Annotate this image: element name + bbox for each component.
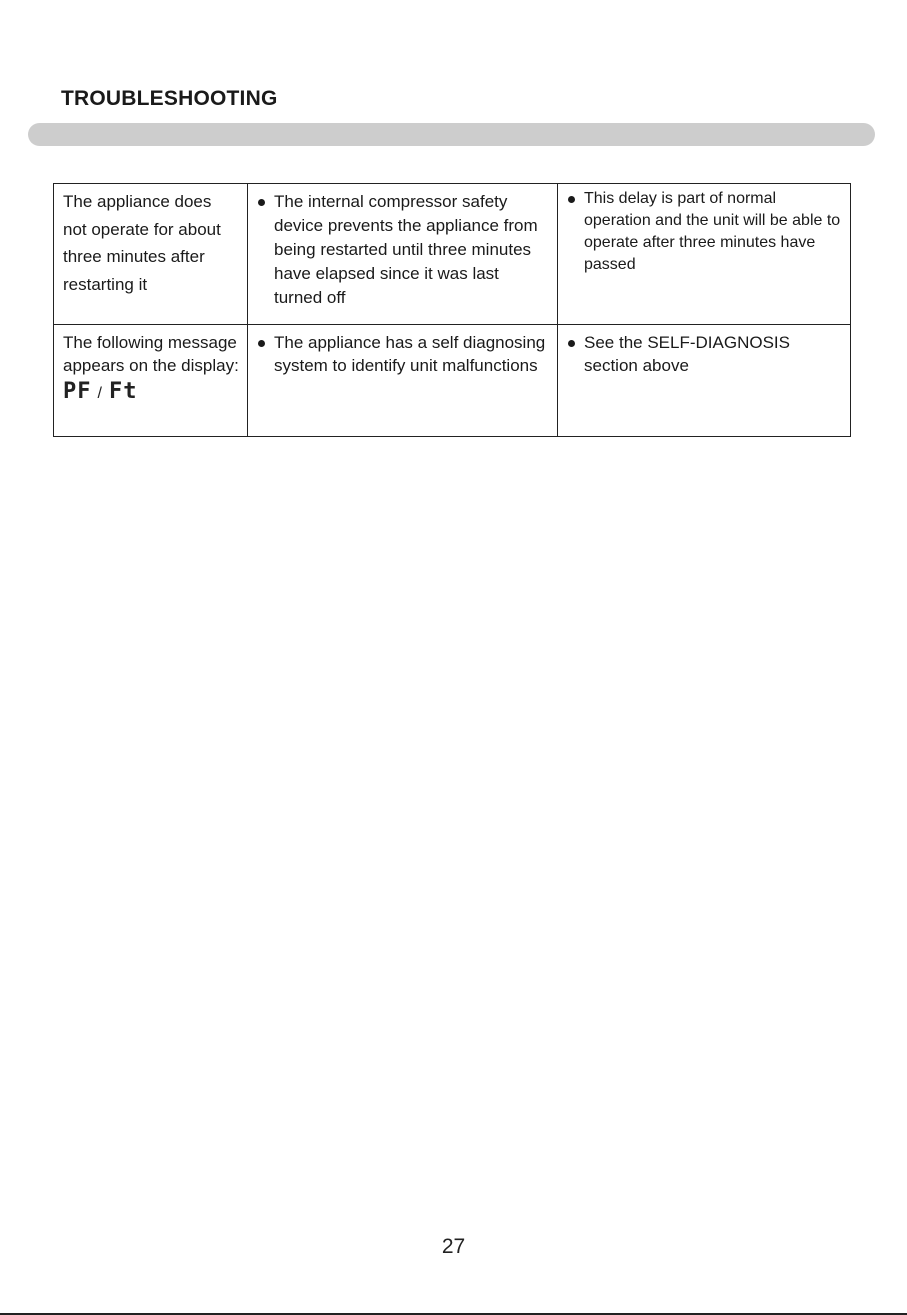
cause-text: The internal compressor safety device prevents the appliance from being restarted until three minutes have elapsed since it was last turned off xyxy=(274,192,538,307)
solution-text: This delay is part of normal operation and the unit will be able to operate after three minutes have passed xyxy=(584,190,841,273)
display-code xyxy=(63,380,239,405)
table-row xyxy=(54,184,851,325)
solution-cell xyxy=(558,325,851,437)
cause-item xyxy=(257,331,549,377)
solution-item xyxy=(567,188,842,276)
page-title: TROUBLESHOOTING xyxy=(61,87,278,110)
bullet-icon xyxy=(568,340,575,347)
solution-item xyxy=(567,331,842,377)
problem-cell xyxy=(54,184,248,325)
cause-cell xyxy=(248,184,558,325)
cause-text: The appliance has a self diagnosing system to identify unit malfunctions xyxy=(274,333,546,375)
cause-cell xyxy=(248,325,558,437)
problem-text: The appliance does not operate for about three minutes after restarting it xyxy=(63,192,221,294)
solution-cell xyxy=(558,184,851,325)
display-code-ft: Ft xyxy=(108,379,138,404)
display-code-pf: PF xyxy=(63,379,92,404)
table-row xyxy=(54,325,851,437)
solution-text: See the SELF-DIAGNOSIS section above xyxy=(584,333,790,375)
bullet-icon xyxy=(258,340,265,347)
troubleshooting-table xyxy=(53,183,851,437)
bullet-icon xyxy=(258,199,265,206)
bullet-icon xyxy=(568,196,575,203)
cause-item xyxy=(257,190,549,310)
display-code-separator: / xyxy=(97,385,103,402)
problem-cell xyxy=(54,325,248,437)
page-number: 27 xyxy=(441,1235,466,1258)
title-divider-bar xyxy=(28,123,875,146)
problem-text: The following message appears on the display: xyxy=(63,333,239,375)
